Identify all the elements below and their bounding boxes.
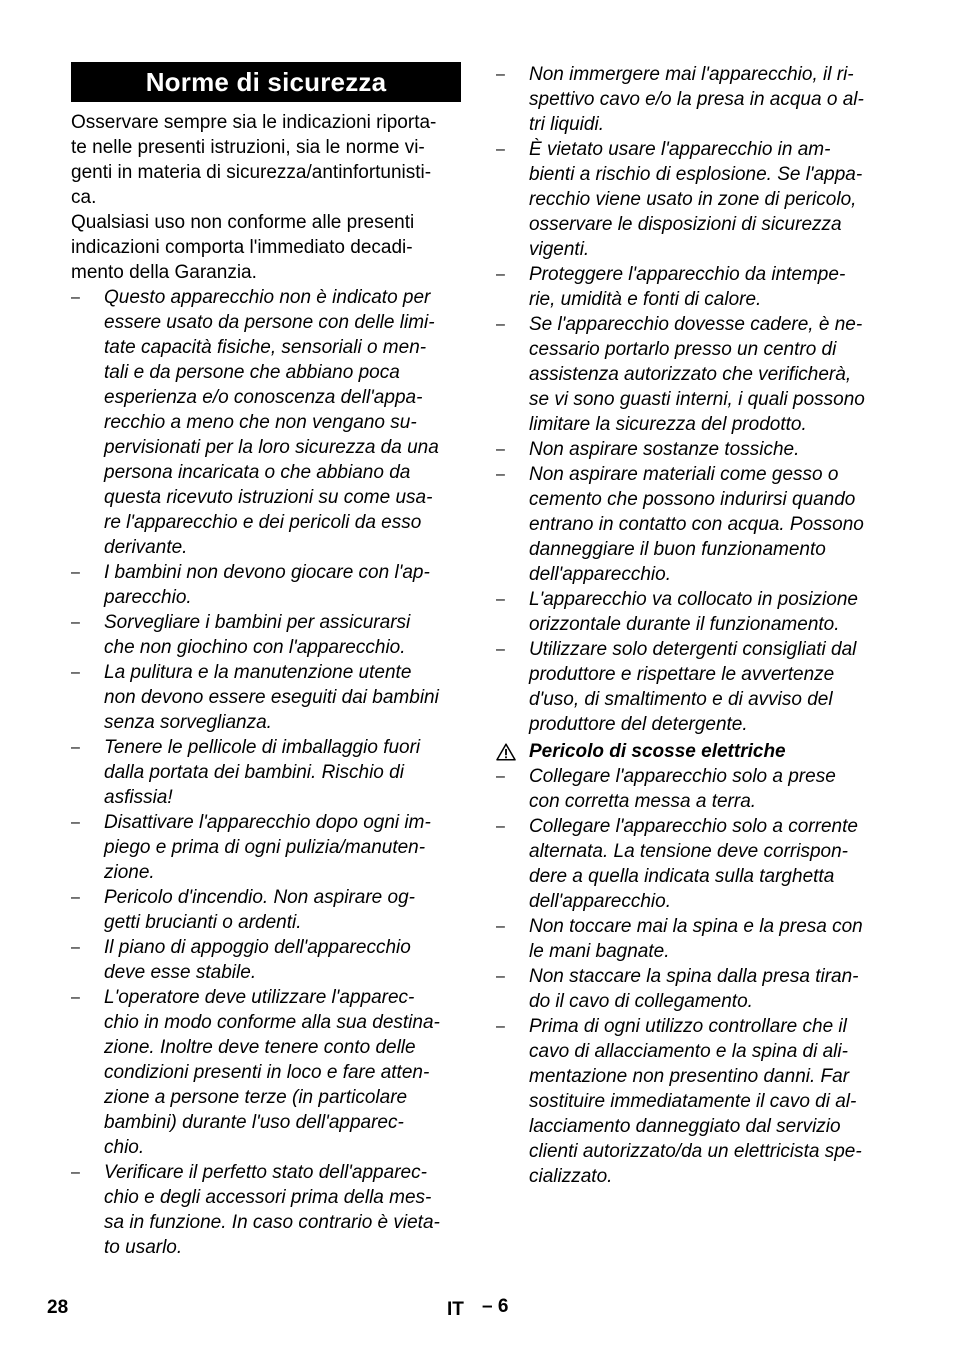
list-item	[71, 660, 461, 735]
dash-bullet: –	[496, 266, 505, 283]
list-item	[71, 1160, 461, 1260]
language-code: IT	[447, 1299, 464, 1320]
dash-bullet: –	[71, 739, 80, 756]
list-item	[496, 764, 888, 814]
list-item	[496, 587, 888, 637]
list-item-text: L'operatore deve utilizzare l'apparec- chio in modo conforme alla sua destina- zione. Inoltre deve tenere conto delle condizioni presenti in loco e fare atten- zione a persone terze (in particolare bambini) durante l'uso dell'apparec- chio.	[104, 987, 440, 1158]
list-item	[496, 914, 888, 964]
dash-bullet: –	[496, 641, 505, 658]
intro-paragraph: Osservare sempre sia le indicazioni riporta- te nelle presenti istruzioni, sia le norme vi- genti in materia di sicurezza/antinfortunisti- ca.	[71, 112, 437, 208]
right-column	[496, 62, 888, 1189]
dash-bullet: –	[496, 66, 505, 83]
warning-triangle-icon	[496, 739, 529, 764]
list-item-text: È vietato usare l'apparecchio in am- bienti a rischio di esplosione. Se l'appa- recchio viene usato in zone di pericolo, osservare le disposizioni di sicurezza vigenti.	[529, 139, 863, 260]
list-item-text: Collegare l'apparecchio solo a prese con corretta messa a terra.	[529, 766, 836, 812]
list-item	[71, 810, 461, 885]
list-item	[71, 560, 461, 610]
list-item-text: La pulitura e la manutenzione utente non devono essere eseguiti dai bambini senza sorveglianza.	[104, 662, 439, 733]
list-item-text: Collegare l'apparecchio solo a corrente alternata. La tensione deve corrispon- dere a quella indicata sulla targhetta dell'apparecchio.	[529, 816, 858, 912]
list-item-text: Non toccare mai la spina e la presa con le mani bagnate.	[529, 916, 863, 962]
dash-bullet: –	[71, 939, 80, 956]
list-item-text: Utilizzare solo detergenti consigliati dal produttore e rispettare le avvertenze d'uso, di smaltimento e di avviso del produttore del detergente.	[529, 639, 857, 735]
list-item	[496, 262, 888, 312]
section-heading: Norme di sicurezza	[145, 66, 387, 97]
list-item	[496, 62, 888, 137]
section-heading-bar	[71, 62, 461, 102]
list-item	[71, 735, 461, 810]
list-item-text: Non aspirare materiali come gesso o cemento che possono indurirsi quando entrano in contatto con acqua. Possono danneggiare il buon funzionamento dell'apparecchio.	[529, 464, 864, 585]
list-item	[71, 285, 461, 560]
list-item-text: Prima di ogni utilizzo controllare che il cavo di allacciamento e la spina di ali- mentazione non presentino danni. Far sostituire immediatamente il cavo di al- lacciamento danneggiato dal servizio clienti autorizzato/da un elettricista spe- cializzato.	[529, 1016, 862, 1187]
dash-bullet: –	[496, 316, 505, 333]
right-bullet-list	[496, 62, 888, 737]
dash-bullet: –	[71, 989, 80, 1006]
list-item-text: Tenere le pellicole di imballaggio fuori dalla portata dei bambini. Rischio di asfissia!	[104, 737, 421, 808]
dash-bullet: –	[71, 664, 80, 681]
electric-shock-warning	[496, 739, 888, 764]
dash-bullet: –	[71, 814, 80, 831]
section-page-number: – 6	[482, 1296, 509, 1317]
dash-bullet: –	[71, 889, 80, 906]
list-item	[71, 935, 461, 985]
list-item	[496, 137, 888, 262]
list-item-text: Il piano di appoggio dell'apparecchio deve esse stabile.	[104, 937, 411, 983]
dash-bullet: –	[496, 768, 505, 785]
list-item	[496, 637, 888, 737]
list-item-text: Sorvegliare i bambini per assicurarsi che non giochino con l'apparecchio.	[104, 612, 411, 658]
electric-bullet-list	[496, 764, 888, 1189]
list-item-text: Questo apparecchio non è indicato per essere usato da persone con delle limi- tate capacità fisiche, sensoriali o men- tali e da persone che abbiano poca esperienza e/o conoscenza dell'appa- recchio a meno che non vengano su- pervisionati per la loro sicurezza da una persona incaricata o che abbiano da questa ricevuto istruzioni su come usa- re l'apparecchio e dei pericoli da esso derivante.	[104, 287, 439, 558]
list-item-text: Disattivare l'apparecchio dopo ogni im- piego e prima di ogni pulizia/manuten- zione.	[104, 812, 431, 883]
list-item	[496, 1014, 888, 1189]
list-item-text: Non staccare la spina dalla presa tiran- do il cavo di collegamento.	[529, 966, 859, 1012]
list-item-text: Pericolo d'incendio. Non aspirare og- getti brucianti o ardenti.	[104, 887, 415, 933]
list-item	[71, 885, 461, 935]
dash-bullet: –	[496, 1018, 505, 1035]
left-bullet-list	[71, 285, 461, 1260]
list-item	[71, 985, 461, 1160]
list-item	[71, 610, 461, 660]
list-item-text: Proteggere l'apparecchio da intempe- rie, umidità e fonti di calore.	[529, 264, 846, 310]
list-item-text: I bambini non devono giocare con l'ap- parecchio.	[104, 562, 430, 608]
list-item	[496, 964, 888, 1014]
list-item	[496, 814, 888, 914]
list-item	[496, 437, 888, 462]
list-item-text: Se l'apparecchio dovesse cadere, è ne- cessario portarlo presso un centro di assistenza autorizzato che verificherà, se vi sono guasti interni, i quali possono limitare la sicurezza del prodotto.	[529, 314, 865, 435]
dash-bullet: –	[71, 289, 80, 306]
left-column	[71, 62, 461, 1260]
list-item-text: Non immergere mai l'apparecchio, il ri- spettivo cavo e/o la presa in acqua o al- tri liquidi.	[529, 64, 864, 135]
dash-bullet: –	[496, 918, 505, 935]
list-item-text: L'apparecchio va collocato in posizione orizzontale durante il funzionamento.	[529, 589, 858, 635]
dash-bullet: –	[496, 591, 505, 608]
dash-bullet: –	[71, 614, 80, 631]
dash-bullet: –	[71, 564, 80, 581]
dash-bullet: –	[496, 441, 505, 458]
intro-paragraph: Qualsiasi uso non conforme alle presenti indicazioni comporta l'immediato decadi- mento della Garanzia.	[71, 212, 415, 283]
list-item	[496, 462, 888, 587]
warning-title: Pericolo di scosse elettriche	[529, 741, 786, 762]
list-item-text: Verificare il perfetto stato dell'apparec- chio e degli accessori prima della mes- sa in funzione. In caso contrario è vieta- to usarlo.	[104, 1162, 440, 1258]
dash-bullet: –	[496, 466, 505, 483]
list-item-text: Non aspirare sostanze tossiche.	[529, 439, 800, 460]
list-item	[496, 312, 888, 437]
dash-bullet: –	[496, 141, 505, 158]
dash-bullet: –	[71, 1164, 80, 1181]
dash-bullet: –	[496, 818, 505, 835]
page-number: 28	[47, 1297, 69, 1318]
dash-bullet: –	[496, 968, 505, 985]
